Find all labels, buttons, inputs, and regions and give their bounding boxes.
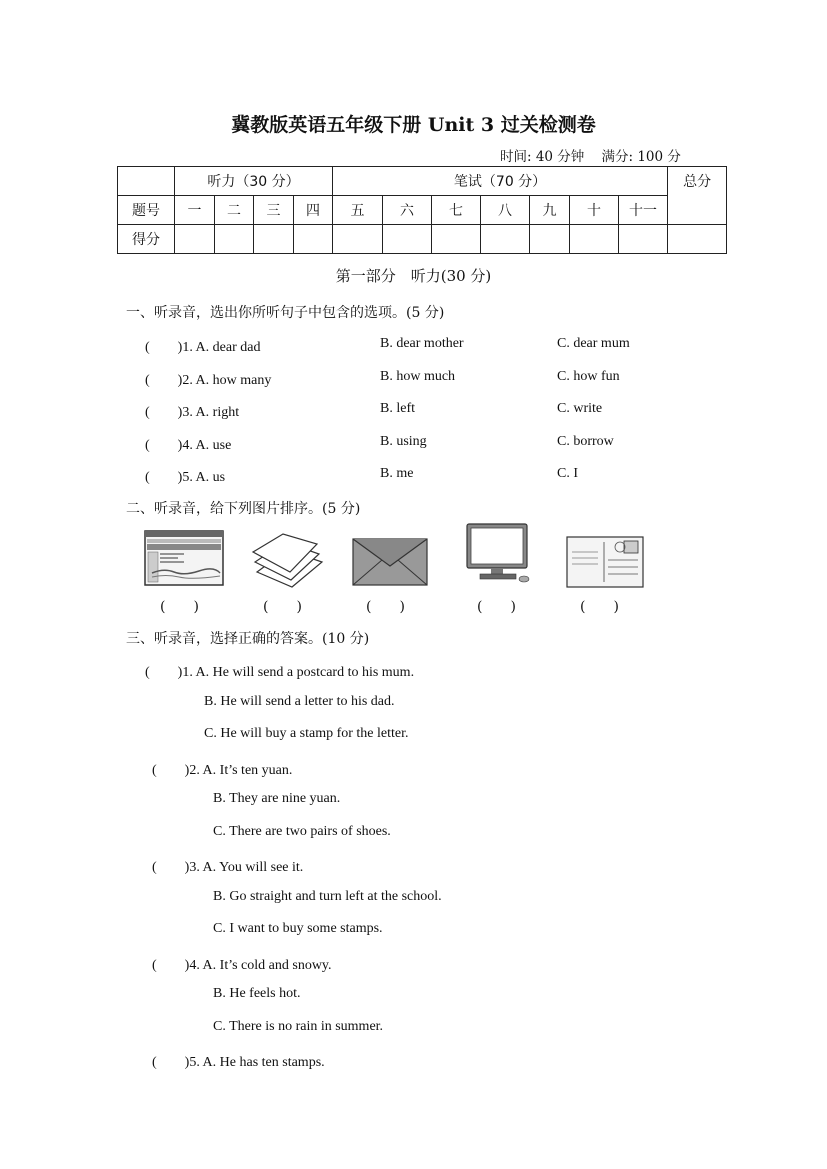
s1-q3-b: B. left [380,401,415,416]
paper-stack-icon [247,532,325,590]
score-label: 得分 [118,225,175,254]
section1-heading: 一、听录音，选出你所听句子中包含的选项。(5 分) [126,305,445,321]
s3-q2-b: B. They are nine yuan. [213,791,341,806]
s3-q3-a: ( )3. A. You will see it. [152,860,304,875]
qnum-cell: 八 [481,196,530,225]
s3-q2-c: C. There are two pairs of shoes. [213,824,391,839]
qnum-cell: 十一 [619,196,668,225]
exam-meta [500,145,681,165]
envelope-icon [352,538,428,586]
s1-q1-a: ( )1. A. dear dad [145,340,261,355]
s3-q4-c: C. There is no rain in summer. [213,1019,384,1034]
qnum-cell: 七 [432,196,481,225]
blank-cell [118,167,175,196]
s3-q1-c: C. He will buy a stamp for the letter. [204,726,409,741]
qnum-label: 题号 [118,196,175,225]
s3-q1-a: ( )1. A. He will send a postcard to his mum. [145,665,415,680]
s1-q4-c: C. borrow [557,434,614,449]
qnum-cell: 一 [175,196,215,225]
order-blank[interactable]: ( ) [263,599,302,615]
qnum-cell: 四 [294,196,333,225]
s3-q1-b: B. He will send a letter to his dad. [204,694,395,709]
writing-header: 笔试（70 分） [333,167,668,196]
qnum-cell: 五 [333,196,383,225]
s3-q2-a: ( )2. A. It’s ten yuan. [152,763,293,778]
s1-q3-c: C. write [557,401,603,416]
score-table [117,166,727,254]
order-blank[interactable]: ( ) [580,599,619,615]
s1-q4-b: B. using [380,434,427,449]
score-cell[interactable] [481,225,530,254]
score-cell[interactable] [530,225,570,254]
s1-q3-a: ( )3. A. right [145,405,240,420]
qnum-cell: 十 [570,196,619,225]
s1-q5-a: ( )5. A. us [145,470,226,485]
s1-q2-c: C. how fun [557,369,620,384]
qnum-cell: 二 [215,196,254,225]
order-blank[interactable]: ( ) [160,599,199,615]
s1-q5-b: B. me [380,466,414,481]
score-cell[interactable] [294,225,333,254]
qnum-cell: 九 [530,196,570,225]
computer-monitor-icon [462,522,534,586]
computer-window-icon [144,530,224,586]
s3-q4-b: B. He feels hot. [213,986,301,1001]
time-limit: 时间: 40 分钟 [500,149,585,165]
s1-q2-a: ( )2. A. how many [145,373,272,388]
s1-q2-b: B. how much [380,369,456,384]
score-cell[interactable] [175,225,215,254]
total-header: 总分 [668,167,727,225]
qnum-cell: 三 [254,196,294,225]
score-cell[interactable] [383,225,432,254]
qnum-cell: 六 [383,196,432,225]
score-cell[interactable] [333,225,383,254]
score-table-header [118,167,727,196]
score-cell[interactable] [432,225,481,254]
s1-q5-c: C. I [557,466,578,481]
s3-q3-c: C. I want to buy some stamps. [213,921,383,936]
score-cell[interactable] [668,225,727,254]
order-blank[interactable]: ( ) [366,599,405,615]
s3-q5-a: ( )5. A. He has ten stamps. [152,1055,325,1070]
s3-q4-a: ( )4. A. It’s cold and snowy. [152,958,332,973]
part-heading: 第一部分 听力(30 分) [335,267,492,285]
section3-heading: 三、听录音，选择正确的答案。(10 分) [126,631,370,647]
order-blank[interactable]: ( ) [477,599,516,615]
score-cell[interactable] [570,225,619,254]
s1-q1-b: B. dear mother [380,336,464,351]
page-title: 冀教版英语五年级下册 Unit 3 过关检测卷 [231,114,596,136]
listening-header: 听力（30 分） [175,167,333,196]
qnum-row [118,196,727,225]
score-cell[interactable] [619,225,668,254]
s1-q4-a: ( )4. A. use [145,438,232,453]
score-cell[interactable] [254,225,294,254]
score-cell[interactable] [215,225,254,254]
full-score: 满分: 100 分 [601,149,681,165]
score-row [118,225,727,254]
s1-q1-c: C. dear mum [557,336,630,351]
s3-q3-b: B. Go straight and turn left at the school. [213,889,442,904]
postcard-icon [566,536,644,588]
section2-heading: 二、听录音，给下列图片排序。(5 分) [126,501,361,517]
